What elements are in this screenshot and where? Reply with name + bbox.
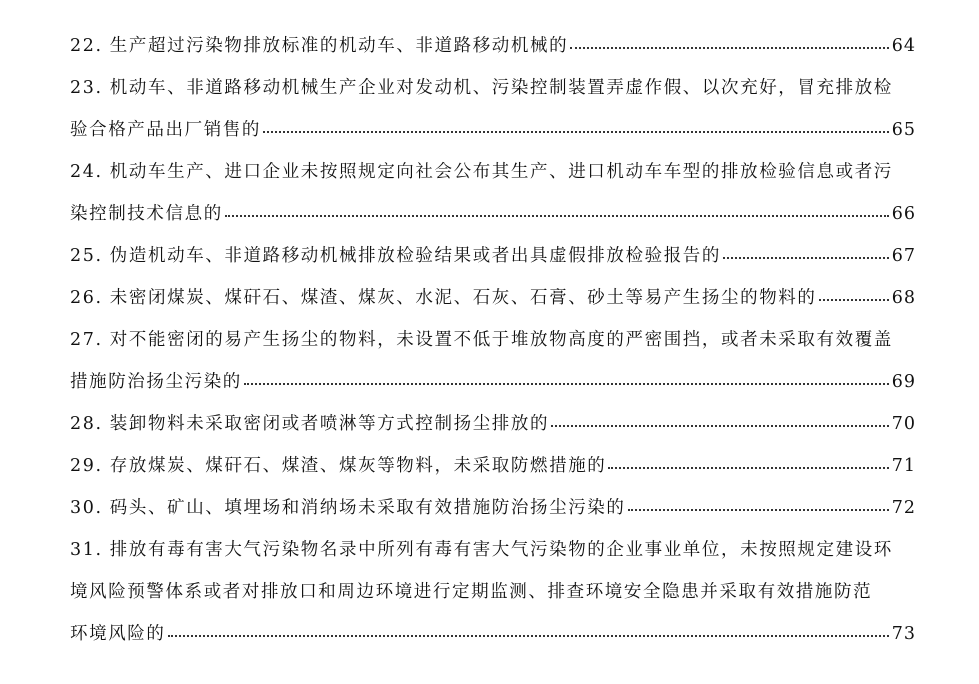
toc-entry-text-continued: 措施防治扬尘污染的 (70, 372, 242, 392)
toc-line (70, 620, 916, 651)
toc-entry-24[interactable] (70, 158, 916, 231)
toc-entry-29[interactable] (70, 452, 916, 483)
toc-page-number: 70 (891, 414, 916, 434)
table-of-contents (70, 32, 916, 662)
dot-leader (628, 509, 889, 511)
toc-entry-25[interactable] (70, 242, 916, 273)
toc-entry-text: 30. 码头、矿山、填埋场和消纳场未采取有效措施防治扬尘污染的 (70, 498, 626, 518)
toc-page-number: 72 (891, 498, 916, 518)
toc-line (70, 410, 916, 441)
toc-line (70, 452, 916, 483)
toc-page-number: 71 (891, 456, 916, 476)
toc-entry-text: 23. 机动车、非道路移动机械生产企业对发动机、污染控制装置弄虚作假、以次充好，冒充排放检 (70, 78, 893, 98)
toc-line (70, 32, 916, 63)
dot-leader (819, 299, 889, 301)
dot-leader (570, 47, 889, 49)
dot-leader (723, 257, 889, 259)
toc-entry-text-continued: 境风险预警体系或者对排放口和周边环境进行定期监测、排查环境安全隐患并采取有效措施防范 (70, 582, 873, 602)
toc-entry-text-continued: 验合格产品出厂销售的 (70, 120, 261, 140)
toc-line (70, 578, 916, 609)
toc-entry-text: 24. 机动车生产、进口企业未按照规定向社会公布其生产、进口机动车车型的排放检验信息或者污 (70, 162, 893, 182)
toc-entry-28[interactable] (70, 410, 916, 441)
toc-line (70, 536, 916, 567)
toc-entry-27[interactable] (70, 326, 916, 399)
toc-entry-22[interactable] (70, 32, 916, 63)
toc-page-number: 64 (891, 36, 916, 56)
toc-page-number: 68 (891, 288, 916, 308)
toc-line (70, 368, 916, 399)
dot-leader (168, 635, 889, 637)
dot-leader (244, 383, 889, 385)
toc-entry-text: 22. 生产超过污染物排放标准的机动车、非道路移动机械的 (70, 36, 569, 56)
toc-line (70, 74, 916, 105)
dot-leader (263, 131, 889, 133)
toc-entry-text: 25. 伪造机动车、非道路移动机械排放检验结果或者出具虚假排放检验报告的 (70, 246, 721, 266)
dot-leader (551, 425, 889, 427)
toc-page-number: 69 (891, 372, 916, 392)
toc-entry-text: 26. 未密闭煤炭、煤矸石、煤渣、煤灰、水泥、石灰、石膏、砂土等易产生扬尘的物料的 (70, 288, 817, 308)
toc-entry-text: 31. 排放有毒有害大气污染物名录中所列有毒有害大气污染物的企业事业单位，未按照规定建设环 (70, 540, 893, 560)
toc-entry-30[interactable] (70, 494, 916, 525)
toc-line (70, 284, 916, 315)
toc-page-number: 66 (891, 204, 916, 224)
toc-line (70, 494, 916, 525)
toc-page-number: 65 (891, 120, 916, 140)
toc-line (70, 116, 916, 147)
toc-entry-text-continued: 染控制技术信息的 (70, 204, 223, 224)
toc-entry-31[interactable] (70, 536, 916, 651)
toc-page-number: 67 (891, 246, 916, 266)
toc-line (70, 242, 916, 273)
toc-entry-text: 28. 装卸物料未采取密闭或者喷淋等方式控制扬尘排放的 (70, 414, 550, 434)
toc-entry-text: 27. 对不能密闭的易产生扬尘的物料，未设置不低于堆放物高度的严密围挡，或者未采取有效覆盖 (70, 330, 893, 350)
toc-entry-26[interactable] (70, 284, 916, 315)
toc-line (70, 326, 916, 357)
toc-line (70, 158, 916, 189)
toc-page-number: 73 (891, 624, 916, 644)
dot-leader (608, 467, 888, 469)
dot-leader (225, 215, 889, 217)
toc-entry-text: 29. 存放煤炭、煤矸石、煤渣、煤灰等物料，未采取防燃措施的 (70, 456, 607, 476)
toc-line (70, 200, 916, 231)
toc-entry-23[interactable] (70, 74, 916, 147)
toc-entry-text-continued: 环境风险的 (70, 624, 166, 644)
